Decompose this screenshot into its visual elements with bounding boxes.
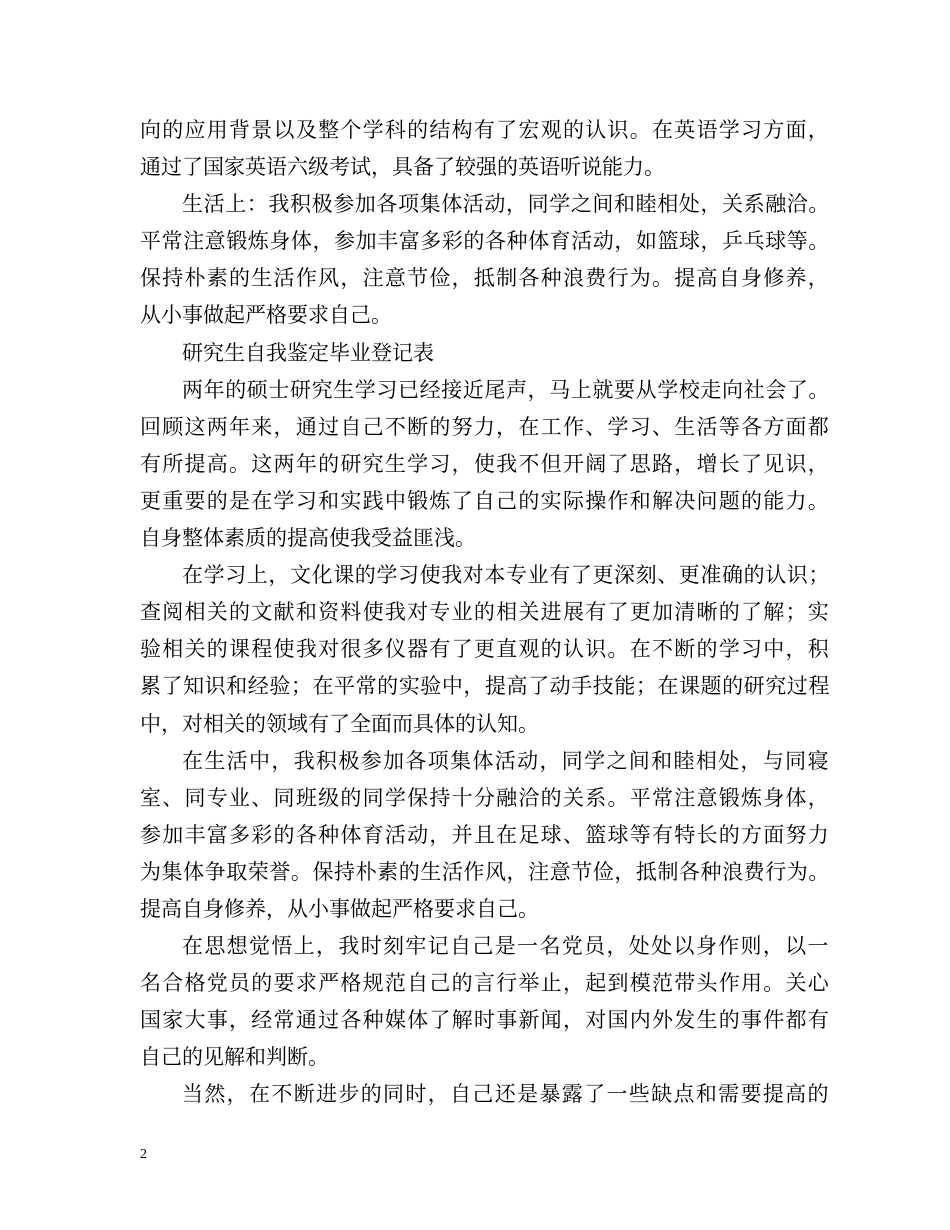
text-line: 回顾这两年来，通过自己不断的努力，在工作、学习、生活等各方面都: [140, 414, 831, 439]
text-line: 为集体争取荣誉。保持朴素的生活作风，注意节俭，抵制各种浪费行为。: [140, 859, 830, 884]
text-line: 累了知识和经验；在平常的实验中，提高了动手技能；在课题的研究过程: [140, 674, 830, 699]
text-line: 在学习上，文化课的学习使我对本专业有了更深刻、更准确的认识；: [182, 563, 830, 588]
text-line: 有所提高。这两年的研究生学习，使我不但开阔了思路，增长了见识，: [140, 451, 831, 476]
text-line: 自己的见解和判断。: [140, 1045, 329, 1070]
text-line: 在生活中，我积极参加各项集体活动，同学之间和睦相处，与同寝: [182, 748, 830, 773]
text-line: 当然，在不断进步的同时，自己还是暴露了一些缺点和需要提高的: [182, 1082, 830, 1107]
text-line: 中，对相关的领域有了全面而具体的认知。: [140, 711, 539, 736]
text-line: 参加丰富多彩的各种体育活动，并且在足球、篮球等有特长的方面努力: [140, 822, 831, 847]
text-line: 通过了国家英语六级考试，具备了较强的英语听说能力。: [140, 155, 665, 180]
text-line: 从小事做起严格要求自己。: [140, 303, 392, 328]
text-line: 验相关的课程使我对很多仪器有了更直观的认识。在不断的学习中，积: [140, 637, 831, 662]
body-text: [140, 112, 830, 1114]
text-line: 保持朴素的生活作风，注意节俭，抵制各种浪费行为。提高自身修养，: [140, 266, 831, 291]
text-line: 生活上：我积极参加各项集体活动，同学之间和睦相处，关系融洽。: [182, 192, 830, 217]
text-line: 更重要的是在学习和实践中锻炼了自己的实际操作和解决问题的能力。: [140, 488, 831, 513]
page-number: 2: [140, 1147, 147, 1162]
text-line: 在思想觉悟上，我时刻牢记自己是一名党员，处处以身作则，以一: [182, 934, 830, 959]
text-line: 国家大事，经常通过各种媒体了解时事新闻，对国内外发生的事件都有: [140, 1008, 831, 1033]
text-line: 室、同专业、同班级的同学保持十分融洽的关系。平常注意锻炼身体，: [140, 785, 831, 810]
text-line: 查阅相关的文献和资料使我对专业的相关进展有了更加清晰的了解；实: [140, 600, 831, 625]
text-line: 平常注意锻炼身体，参加丰富多彩的各种体育活动，如篮球，乒乓球等。: [140, 229, 830, 254]
text-line: 研究生自我鉴定毕业登记表: [182, 340, 434, 365]
text-line: 自身整体素质的提高使我受益匪浅。: [140, 526, 476, 551]
text-line: 两年的硕士研究生学习已经接近尾声，马上就要从学校走向社会了。: [182, 377, 830, 402]
text-line: 提高自身修养，从小事做起严格要求自己。: [140, 896, 539, 921]
text-line: 向的应用背景以及整个学科的结构有了宏观的认识。在英语学习方面，: [140, 118, 831, 142]
text-line: 名合格党员的要求严格规范自己的言行举止，起到模范带头作用。关心: [140, 971, 831, 996]
